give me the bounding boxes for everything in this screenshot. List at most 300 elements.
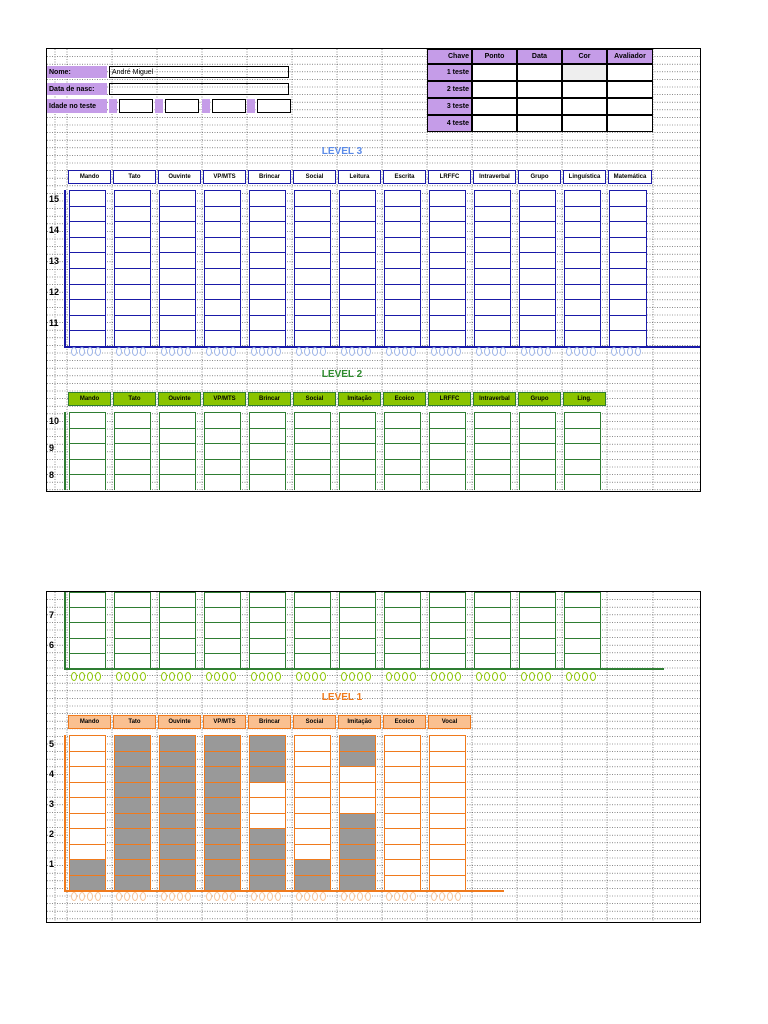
score-oval[interactable] <box>79 672 85 681</box>
score-oval[interactable] <box>394 672 400 681</box>
milestone-cell[interactable] <box>250 859 285 875</box>
milestone-cell[interactable] <box>115 859 150 875</box>
milestone-cell[interactable] <box>475 315 510 331</box>
milestone-cell[interactable] <box>70 813 105 829</box>
milestone-cell[interactable] <box>610 206 646 222</box>
milestone-cell[interactable] <box>520 474 555 490</box>
milestone-cell[interactable] <box>70 751 105 767</box>
milestone-cell[interactable] <box>430 766 465 782</box>
score-oval[interactable] <box>447 892 453 901</box>
milestone-cell[interactable] <box>70 443 105 459</box>
score-oval[interactable] <box>365 892 371 901</box>
score-oval[interactable] <box>357 892 363 901</box>
milestone-cell[interactable] <box>250 237 285 253</box>
score-oval[interactable] <box>566 672 572 681</box>
milestone-cell[interactable] <box>70 330 105 346</box>
milestone-cell[interactable] <box>115 412 150 428</box>
score-oval[interactable] <box>431 347 437 356</box>
score-oval[interactable] <box>439 672 445 681</box>
milestone-cell[interactable] <box>115 190 150 206</box>
milestone-cell[interactable] <box>475 206 510 222</box>
key-cell[interactable] <box>562 98 607 115</box>
milestone-cell[interactable] <box>205 607 240 622</box>
milestone-cell[interactable] <box>160 751 195 767</box>
milestone-cell[interactable] <box>115 284 150 300</box>
score-oval[interactable] <box>169 347 175 356</box>
milestone-cell[interactable] <box>430 190 465 206</box>
milestone-cell[interactable] <box>295 268 330 284</box>
milestone-cell[interactable] <box>430 252 465 268</box>
score-oval[interactable] <box>402 672 408 681</box>
milestone-cell[interactable] <box>70 315 105 331</box>
milestone-cell[interactable] <box>565 284 600 300</box>
milestone-cell[interactable] <box>610 299 646 315</box>
milestone-cell[interactable] <box>295 859 330 875</box>
score-oval[interactable] <box>132 347 138 356</box>
score-oval[interactable] <box>222 892 228 901</box>
milestone-cell[interactable] <box>430 813 465 829</box>
milestone-cell[interactable] <box>115 813 150 829</box>
score-oval[interactable] <box>161 892 167 901</box>
score-oval[interactable] <box>214 892 220 901</box>
score-oval[interactable] <box>304 892 310 901</box>
milestone-cell[interactable] <box>295 766 330 782</box>
milestone-cell[interactable] <box>385 797 420 813</box>
score-oval[interactable] <box>431 672 437 681</box>
score-oval[interactable] <box>116 892 122 901</box>
milestone-cell[interactable] <box>340 299 375 315</box>
milestone-cell[interactable] <box>385 268 420 284</box>
score-oval[interactable] <box>386 892 392 901</box>
score-oval[interactable] <box>545 672 551 681</box>
milestone-cell[interactable] <box>385 443 420 459</box>
milestone-cell[interactable] <box>430 221 465 237</box>
milestone-cell[interactable] <box>565 638 600 653</box>
milestone-cell[interactable] <box>160 735 195 751</box>
score-oval[interactable] <box>230 892 236 901</box>
milestone-cell[interactable] <box>430 607 465 622</box>
milestone-cell[interactable] <box>205 638 240 653</box>
milestone-cell[interactable] <box>430 844 465 860</box>
score-oval[interactable] <box>222 672 228 681</box>
milestone-cell[interactable] <box>205 221 240 237</box>
milestone-cell[interactable] <box>70 474 105 490</box>
milestone-cell[interactable] <box>295 459 330 475</box>
key-cell[interactable] <box>517 64 562 81</box>
milestone-cell[interactable] <box>385 766 420 782</box>
score-oval[interactable] <box>116 347 122 356</box>
milestone-cell[interactable] <box>205 592 240 607</box>
milestone-cell[interactable] <box>115 330 150 346</box>
milestone-cell[interactable] <box>340 859 375 875</box>
milestone-cell[interactable] <box>70 766 105 782</box>
milestone-cell[interactable] <box>475 237 510 253</box>
milestone-cell[interactable] <box>70 622 105 637</box>
score-oval[interactable] <box>312 347 318 356</box>
milestone-cell[interactable] <box>430 653 465 668</box>
milestone-cell[interactable] <box>430 859 465 875</box>
milestone-cell[interactable] <box>70 428 105 444</box>
milestone-cell[interactable] <box>115 315 150 331</box>
milestone-cell[interactable] <box>520 299 555 315</box>
milestone-cell[interactable] <box>565 443 600 459</box>
score-oval[interactable] <box>206 347 212 356</box>
score-oval[interactable] <box>320 892 326 901</box>
milestone-cell[interactable] <box>295 474 330 490</box>
score-oval[interactable] <box>386 672 392 681</box>
milestone-cell[interactable] <box>205 443 240 459</box>
milestone-cell[interactable] <box>565 428 600 444</box>
milestone-cell[interactable] <box>70 284 105 300</box>
score-oval[interactable] <box>177 672 183 681</box>
milestone-cell[interactable] <box>430 638 465 653</box>
milestone-cell[interactable] <box>115 782 150 798</box>
milestone-cell[interactable] <box>385 474 420 490</box>
score-oval[interactable] <box>267 347 273 356</box>
milestone-cell[interactable] <box>565 221 600 237</box>
score-oval[interactable] <box>590 347 596 356</box>
milestone-cell[interactable] <box>160 284 195 300</box>
score-oval[interactable] <box>222 347 228 356</box>
milestone-cell[interactable] <box>205 412 240 428</box>
milestone-cell[interactable] <box>205 459 240 475</box>
milestone-cell[interactable] <box>115 797 150 813</box>
score-oval[interactable] <box>124 892 130 901</box>
milestone-cell[interactable] <box>385 751 420 767</box>
score-oval[interactable] <box>476 347 482 356</box>
milestone-cell[interactable] <box>565 622 600 637</box>
score-oval[interactable] <box>320 672 326 681</box>
key-cell[interactable] <box>517 98 562 115</box>
key-cell[interactable] <box>607 98 653 115</box>
milestone-cell[interactable] <box>295 813 330 829</box>
milestone-cell[interactable] <box>475 607 510 622</box>
milestone-cell[interactable] <box>430 782 465 798</box>
score-oval[interactable] <box>476 672 482 681</box>
milestone-cell[interactable] <box>205 299 240 315</box>
milestone-cell[interactable] <box>160 268 195 284</box>
milestone-cell[interactable] <box>295 221 330 237</box>
milestone-cell[interactable] <box>340 828 375 844</box>
milestone-cell[interactable] <box>385 828 420 844</box>
milestone-cell[interactable] <box>115 607 150 622</box>
milestone-cell[interactable] <box>475 592 510 607</box>
milestone-cell[interactable] <box>385 330 420 346</box>
score-oval[interactable] <box>267 672 273 681</box>
milestone-cell[interactable] <box>205 828 240 844</box>
milestone-cell[interactable] <box>295 443 330 459</box>
milestone-cell[interactable] <box>160 782 195 798</box>
milestone-cell[interactable] <box>385 653 420 668</box>
score-oval[interactable] <box>627 347 633 356</box>
key-cell[interactable] <box>472 98 517 115</box>
milestone-cell[interactable] <box>70 859 105 875</box>
milestone-cell[interactable] <box>205 206 240 222</box>
score-oval[interactable] <box>566 347 572 356</box>
score-oval[interactable] <box>132 892 138 901</box>
milestone-cell[interactable] <box>205 237 240 253</box>
milestone-cell[interactable] <box>160 299 195 315</box>
milestone-cell[interactable] <box>115 474 150 490</box>
score-oval[interactable] <box>87 892 93 901</box>
milestone-cell[interactable] <box>565 315 600 331</box>
score-oval[interactable] <box>349 892 355 901</box>
milestone-cell[interactable] <box>115 766 150 782</box>
milestone-cell[interactable] <box>205 766 240 782</box>
milestone-cell[interactable] <box>205 844 240 860</box>
score-oval[interactable] <box>529 347 535 356</box>
milestone-cell[interactable] <box>250 221 285 237</box>
score-oval[interactable] <box>185 892 191 901</box>
key-cell[interactable] <box>472 81 517 98</box>
score-oval[interactable] <box>214 347 220 356</box>
milestone-cell[interactable] <box>250 592 285 607</box>
score-oval[interactable] <box>251 347 257 356</box>
milestone-cell[interactable] <box>250 875 285 891</box>
milestone-cell[interactable] <box>340 252 375 268</box>
milestone-cell[interactable] <box>340 592 375 607</box>
score-oval[interactable] <box>304 347 310 356</box>
score-oval[interactable] <box>177 347 183 356</box>
milestone-cell[interactable] <box>340 330 375 346</box>
key-cell[interactable] <box>607 64 653 81</box>
milestone-cell[interactable] <box>295 735 330 751</box>
score-oval[interactable] <box>304 672 310 681</box>
milestone-cell[interactable] <box>430 592 465 607</box>
score-oval[interactable] <box>410 672 416 681</box>
score-oval[interactable] <box>394 347 400 356</box>
milestone-cell[interactable] <box>250 782 285 798</box>
milestone-cell[interactable] <box>295 638 330 653</box>
score-oval[interactable] <box>206 892 212 901</box>
milestone-cell[interactable] <box>295 751 330 767</box>
milestone-cell[interactable] <box>205 622 240 637</box>
score-oval[interactable] <box>447 347 453 356</box>
milestone-cell[interactable] <box>430 237 465 253</box>
score-oval[interactable] <box>71 347 77 356</box>
milestone-cell[interactable] <box>340 459 375 475</box>
score-oval[interactable] <box>574 347 580 356</box>
milestone-cell[interactable] <box>475 653 510 668</box>
milestone-cell[interactable] <box>340 844 375 860</box>
milestone-cell[interactable] <box>430 875 465 891</box>
milestone-cell[interactable] <box>385 592 420 607</box>
score-oval[interactable] <box>177 892 183 901</box>
milestone-cell[interactable] <box>520 412 555 428</box>
milestone-cell[interactable] <box>295 190 330 206</box>
milestone-cell[interactable] <box>430 299 465 315</box>
milestone-cell[interactable] <box>115 828 150 844</box>
milestone-cell[interactable] <box>205 797 240 813</box>
milestone-cell[interactable] <box>205 268 240 284</box>
milestone-cell[interactable] <box>610 252 646 268</box>
milestone-cell[interactable] <box>295 330 330 346</box>
milestone-cell[interactable] <box>610 268 646 284</box>
score-oval[interactable] <box>71 892 77 901</box>
milestone-cell[interactable] <box>565 252 600 268</box>
milestone-cell[interactable] <box>430 828 465 844</box>
milestone-cell[interactable] <box>610 330 646 346</box>
milestone-cell[interactable] <box>520 622 555 637</box>
milestone-cell[interactable] <box>250 474 285 490</box>
milestone-cell[interactable] <box>565 459 600 475</box>
milestone-cell[interactable] <box>70 190 105 206</box>
milestone-cell[interactable] <box>250 315 285 331</box>
milestone-cell[interactable] <box>70 299 105 315</box>
milestone-cell[interactable] <box>430 284 465 300</box>
milestone-cell[interactable] <box>70 828 105 844</box>
milestone-cell[interactable] <box>340 284 375 300</box>
milestone-cell[interactable] <box>115 653 150 668</box>
milestone-cell[interactable] <box>160 622 195 637</box>
score-oval[interactable] <box>349 347 355 356</box>
milestone-cell[interactable] <box>205 252 240 268</box>
milestone-cell[interactable] <box>520 607 555 622</box>
score-oval[interactable] <box>116 672 122 681</box>
score-oval[interactable] <box>341 347 347 356</box>
score-oval[interactable] <box>259 892 265 901</box>
milestone-cell[interactable] <box>385 607 420 622</box>
milestone-cell[interactable] <box>160 766 195 782</box>
score-oval[interactable] <box>619 347 625 356</box>
milestone-cell[interactable] <box>70 412 105 428</box>
score-oval[interactable] <box>259 672 265 681</box>
score-oval[interactable] <box>410 347 416 356</box>
milestone-cell[interactable] <box>565 474 600 490</box>
score-oval[interactable] <box>132 672 138 681</box>
milestone-cell[interactable] <box>250 797 285 813</box>
milestone-cell[interactable] <box>565 206 600 222</box>
milestone-cell[interactable] <box>160 607 195 622</box>
milestone-cell[interactable] <box>250 638 285 653</box>
milestone-cell[interactable] <box>70 875 105 891</box>
milestone-cell[interactable] <box>520 428 555 444</box>
milestone-cell[interactable] <box>385 284 420 300</box>
score-oval[interactable] <box>140 347 146 356</box>
milestone-cell[interactable] <box>340 206 375 222</box>
milestone-cell[interactable] <box>295 782 330 798</box>
milestone-cell[interactable] <box>475 443 510 459</box>
milestone-cell[interactable] <box>160 638 195 653</box>
milestone-cell[interactable] <box>205 284 240 300</box>
milestone-cell[interactable] <box>430 330 465 346</box>
milestone-cell[interactable] <box>70 221 105 237</box>
milestone-cell[interactable] <box>160 428 195 444</box>
milestone-cell[interactable] <box>520 190 555 206</box>
milestone-cell[interactable] <box>340 474 375 490</box>
milestone-cell[interactable] <box>205 859 240 875</box>
milestone-cell[interactable] <box>115 751 150 767</box>
milestone-cell[interactable] <box>430 622 465 637</box>
milestone-cell[interactable] <box>160 828 195 844</box>
key-cell[interactable] <box>472 64 517 81</box>
milestone-cell[interactable] <box>340 875 375 891</box>
milestone-cell[interactable] <box>250 206 285 222</box>
milestone-cell[interactable] <box>250 766 285 782</box>
score-oval[interactable] <box>402 347 408 356</box>
score-oval[interactable] <box>521 347 527 356</box>
score-oval[interactable] <box>357 347 363 356</box>
score-oval[interactable] <box>296 347 302 356</box>
milestone-cell[interactable] <box>295 653 330 668</box>
score-oval[interactable] <box>296 892 302 901</box>
key-cell[interactable] <box>607 81 653 98</box>
milestone-cell[interactable] <box>385 459 420 475</box>
score-oval[interactable] <box>230 347 236 356</box>
milestone-cell[interactable] <box>520 252 555 268</box>
score-oval[interactable] <box>341 672 347 681</box>
milestone-cell[interactable] <box>250 751 285 767</box>
milestone-cell[interactable] <box>250 622 285 637</box>
milestone-cell[interactable] <box>295 284 330 300</box>
milestone-cell[interactable] <box>160 315 195 331</box>
score-oval[interactable] <box>259 347 265 356</box>
milestone-cell[interactable] <box>295 797 330 813</box>
milestone-cell[interactable] <box>475 284 510 300</box>
score-oval[interactable] <box>529 672 535 681</box>
milestone-cell[interactable] <box>70 797 105 813</box>
milestone-cell[interactable] <box>295 828 330 844</box>
milestone-cell[interactable] <box>295 206 330 222</box>
milestone-cell[interactable] <box>475 474 510 490</box>
score-oval[interactable] <box>296 672 302 681</box>
key-cell[interactable] <box>562 115 607 132</box>
milestone-cell[interactable] <box>385 735 420 751</box>
milestone-cell[interactable] <box>205 653 240 668</box>
milestone-cell[interactable] <box>520 237 555 253</box>
milestone-cell[interactable] <box>115 299 150 315</box>
score-oval[interactable] <box>124 672 130 681</box>
milestone-cell[interactable] <box>565 299 600 315</box>
milestone-cell[interactable] <box>160 797 195 813</box>
milestone-cell[interactable] <box>340 782 375 798</box>
milestone-cell[interactable] <box>610 190 646 206</box>
score-oval[interactable] <box>251 892 257 901</box>
milestone-cell[interactable] <box>70 607 105 622</box>
milestone-cell[interactable] <box>520 315 555 331</box>
milestone-cell[interactable] <box>70 735 105 751</box>
score-oval[interactable] <box>521 672 527 681</box>
milestone-cell[interactable] <box>385 206 420 222</box>
milestone-cell[interactable] <box>475 428 510 444</box>
milestone-cell[interactable] <box>430 206 465 222</box>
milestone-cell[interactable] <box>205 875 240 891</box>
milestone-cell[interactable] <box>520 653 555 668</box>
milestone-cell[interactable] <box>115 638 150 653</box>
milestone-cell[interactable] <box>295 299 330 315</box>
milestone-cell[interactable] <box>610 284 646 300</box>
milestone-cell[interactable] <box>205 735 240 751</box>
score-oval[interactable] <box>611 347 617 356</box>
score-oval[interactable] <box>455 892 461 901</box>
milestone-cell[interactable] <box>70 653 105 668</box>
milestone-cell[interactable] <box>250 844 285 860</box>
score-oval[interactable] <box>484 672 490 681</box>
score-oval[interactable] <box>439 892 445 901</box>
score-oval[interactable] <box>214 672 220 681</box>
milestone-cell[interactable] <box>250 330 285 346</box>
milestone-cell[interactable] <box>115 622 150 637</box>
score-oval[interactable] <box>500 347 506 356</box>
score-oval[interactable] <box>79 892 85 901</box>
milestone-cell[interactable] <box>115 592 150 607</box>
milestone-cell[interactable] <box>520 443 555 459</box>
score-oval[interactable] <box>87 672 93 681</box>
milestone-cell[interactable] <box>160 459 195 475</box>
milestone-cell[interactable] <box>205 751 240 767</box>
milestone-cell[interactable] <box>250 459 285 475</box>
milestone-cell[interactable] <box>385 412 420 428</box>
